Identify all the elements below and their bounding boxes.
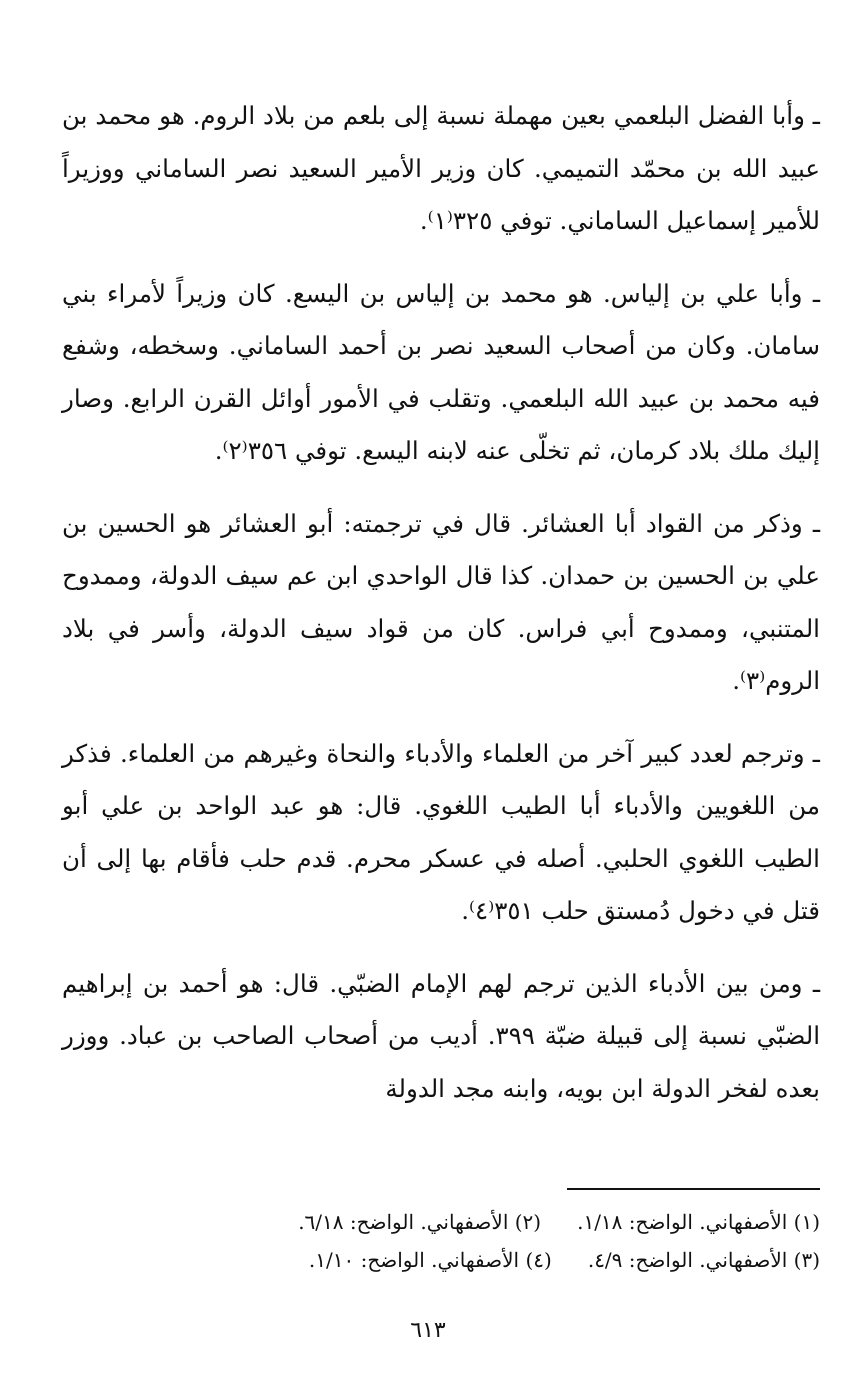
footnote-3: (٣) الأصفهاني. الواضح: ٤/٩. <box>587 1248 820 1272</box>
paragraph-abu-al-ashair: ـ وذكر من القواد أبا العشائر. قال في ترجمته: أبو العشائر هو الحسين بن علي بن الحسين بن حمدان. كذا قال الواحدي ابن عم سيف الدولة، وممدوح المتنبي، وممدوح أبي فراس. كان من قواد سيف الدولة، وأسر في بلاد الروم⁽٣⁾. <box>62 508 820 695</box>
footnote-4: (٤) الأصفهاني. الواضح: ١/١٠. <box>308 1248 552 1272</box>
footnote-1: (١) الأصفهاني. الواضح: ١/١٨. <box>577 1210 820 1234</box>
paragraph-abu-al-fadl: ـ وأبا الفضل البلعمي بعين مهملة نسبة إلى بلعم من بلاد الروم. هو محمد بن عبيد الله بن محمّد التميمي. كان وزير الأمير السعيد نصر الساماني ووزيراً للأمير إسماعيل الساماني. توفي ٣٢٥⁽١⁾. <box>62 101 820 235</box>
footnotes <box>62 1203 820 1279</box>
paragraph-abu-ali-ilyas: ـ وأبا علي بن إلياس. هو محمد بن إلياس بن اليسع. كان وزيراً لأمراء بني سامان. وكان من أصحاب السعيد نصر بن أحمد الساماني. وسخطه، وشفع فيه محمد بن عبيد الله البلعمي. وتقلب في الأمور أوائل القرن الرابع. وصار إليك ملك بلاد كرمان، ثم تخلّى عنه لابنه اليسع. توفي ٣٥٦⁽٢⁾. <box>62 278 820 465</box>
footnote-divider <box>567 1188 820 1190</box>
footnote-row <box>62 1241 820 1279</box>
main-text <box>62 90 820 1135</box>
page-number: ٦١٣ <box>410 1318 446 1343</box>
paragraph-al-dabbi: ـ ومن بين الأدباء الذين ترجم لهم الإمام الضبّي. قال: هو أحمد بن إبراهيم الضبّي نسبة إلى قبيلة ضبّة ٣٩٩. أديب من أصحاب الصاحب بن عباد. ووزر بعده لفخر الدولة ابن بويه، وابنه مجد الدولة <box>62 968 820 1103</box>
footnote-2: (٢) الأصفهاني. الواضح: ٦/١٨. <box>298 1210 542 1234</box>
footnote-row <box>62 1203 820 1241</box>
paragraph-abu-al-tayyib: ـ وترجم لعدد كبير آخر من العلماء والأدباء والنحاة وغيرهم من العلماء. فذكر من اللغويين والأدباء أبا الطيب اللغوي. قال: هو عبد الواحد بن علي أبو الطيب اللغوي الحلبي. أصله في عسكر محرم. قدم حلب فأقام بها إلى أن قتل في دخول دُمستق حلب ٣٥١⁽٤⁾. <box>62 738 820 925</box>
